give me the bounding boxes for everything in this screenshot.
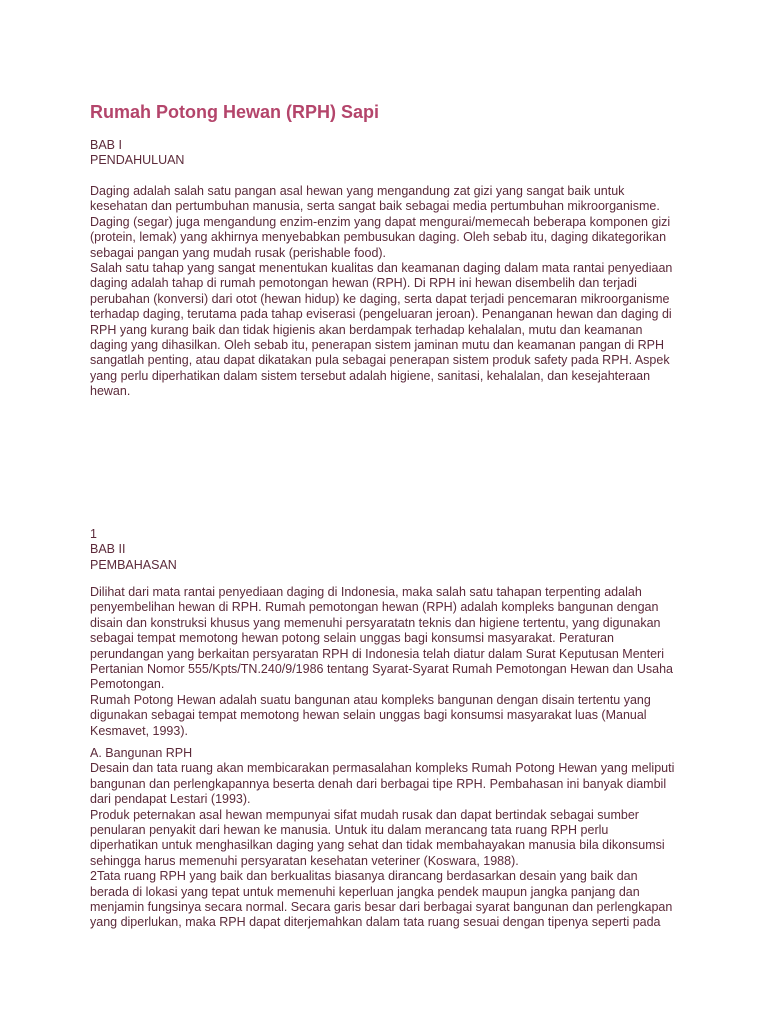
- text-line: diperhatikan untuk menghasilkan daging yang sehat dan tidak membahayakan manusia bila dikonsumsi: [90, 838, 665, 853]
- text-line: dari pendapat Lestari (1993).: [90, 792, 251, 807]
- text-line: Desain dan tata ruang akan membicarakan permasalahan kompleks Rumah Potong Hewan yang meliputi: [90, 761, 675, 776]
- text-line: sebagai pangan yang mudah rusak (perishable food).: [90, 245, 387, 260]
- document-title: Rumah Potong Hewan (RPH) Sapi: [90, 102, 380, 122]
- text-line: sehingga harus memenuhi persyaratan kesehatan veteriner (Koswara, 1988).: [90, 853, 519, 868]
- text-line: Pertanian Nomor 555/Kpts/TN.240/9/1986 tentang Syarat-Syarat Rumah Pemotongan Hewan dan Usaha: [90, 662, 673, 677]
- text-line: penyembelihan hewan di RPH. Rumah pemotongan hewan (RPH) adalah kompleks bangunan dengan: [90, 600, 659, 615]
- text-line: (protein, lemak) yang akhirnya menyebabkan pembusukan daging. Oleh sebab itu, daging dikategorikan: [90, 230, 667, 245]
- text-line: yang diperlukan, maka RPH dapat diterjemahkan dalam tata ruang sesuai dengan tipenya seperti pada: [90, 915, 661, 930]
- text-line: hewan.: [90, 384, 131, 399]
- text-line: Dilihat dari mata rantai penyediaan daging di Indonesia, maka salah satu tahapan terpenting adalah: [90, 585, 642, 599]
- text-line: daging yang dihasilkan. Oleh sebab itu, penerapan sistem jaminan mutu dan keamanan pangan di RPH: [90, 338, 664, 353]
- text-line: menjamin fungsinya secara normal. Secara garis besar dari berbagai syarat bangunan dan perlengkapan: [90, 900, 673, 915]
- bab1-body: [90, 184, 690, 400]
- text-line: Daging (segar) juga mengandung enzim-enzim yang dapat mengurai/memecah beberapa komponen gizi: [90, 214, 671, 229]
- page-number: 1: [90, 527, 97, 541]
- text-line: yang perlu diperhatikan dalam sistem tersebut adalah higiene, sanitasi, kehalalan, dan kesejahteraan: [90, 368, 651, 383]
- text-line: daging adalah tahap di rumah pemotongan hewan (RPH). Di RPH ini hewan disembelih dan terjadi: [90, 276, 637, 291]
- text-line: Daging adalah salah satu pangan asal hewan yang mengandung zat gizi yang sangat baik untuk: [90, 184, 625, 198]
- text-line: Salah satu tahap yang sangat menentukan kualitas dan keamanan daging dalam mata rantai penyediaan: [90, 261, 673, 276]
- section-a: [90, 746, 690, 931]
- text-line: disain dan konstruksi khusus yang memenuhi persyaratatn teknis dan higiene tertentu, yang digunakan: [90, 615, 661, 630]
- text-line: Produk peternakan asal hewan mempunyai sifat mudah rusak dan dapat bertindak sebagai sumber: [90, 807, 639, 822]
- bab1-number: BAB I: [90, 138, 122, 152]
- text-line: perundangan yang berkaitan persyaratan RPH di Indonesia telah diatur dalam Surat Keputusan Menteri: [90, 646, 664, 661]
- text-line: penularan penyakit dari hewan ke manusia. Untuk itu dalam merancang tata ruang RPH perlu: [90, 823, 609, 838]
- bab2-title: PEMBAHASAN: [90, 557, 177, 572]
- text-line: sebagai tempat memotong hewan potong selain unggas bagi konsumsi masyarakat. Peraturan: [90, 631, 614, 646]
- bab2-number: BAB II: [90, 542, 126, 557]
- section-a-heading: A. Bangunan RPH: [90, 746, 193, 760]
- bab2-body: [90, 585, 690, 739]
- text-line: 2Tata ruang RPH yang baik dan berkualitas biasanya dirancang berdasarkan desain yang baik dan: [90, 869, 638, 884]
- text-line: terhadap daging, terutama pada tahap eviserasi (pengeluaran jeroan). Penanganan hewan dan daging di: [90, 307, 672, 322]
- text-line: sangatlah penting, atau dapat dikatakan pula sebagai penerapan sistem produk safety pada RPH. Aspek: [90, 353, 670, 368]
- text-line: Kesmavet, 1993).: [90, 723, 188, 738]
- text-line: kesehatan dan pertumbuhan manusia, serta sangat baik sebagai media pertumbuhan mikroorganisme.: [90, 199, 660, 214]
- text-line: Rumah Potong Hewan adalah suatu bangunan atau kompleks bangunan dengan disain tertentu yang: [90, 692, 651, 707]
- bab2-heading: [90, 527, 690, 573]
- bab1-title: PENDAHULUAN: [90, 153, 185, 168]
- text-line: digunakan sebagai tempat memotong hewan selain unggas bagi konsumsi masyarakat luas (Manual: [90, 708, 647, 723]
- text-line: berada di lokasi yang tepat untuk memenuhi keperluan jangka pendek maupun jangka panjang dan: [90, 884, 640, 899]
- text-line: RPH yang kurang baik dan tidak higienis akan berdampak terhadap kehalalan, mutu dan keamanan: [90, 322, 643, 337]
- text-line: bangunan dan perlengkapannya beserta denah dari berbagai tipe RPH. Pembahasan ini banyak diambil: [90, 776, 667, 791]
- text-line: perubahan (konversi) dari otot (hewan hidup) ke daging, serta dapat terjadi pencemaran mikroorganisme: [90, 291, 670, 306]
- bab1-heading: [90, 138, 690, 169]
- text-line: Pemotongan.: [90, 677, 165, 692]
